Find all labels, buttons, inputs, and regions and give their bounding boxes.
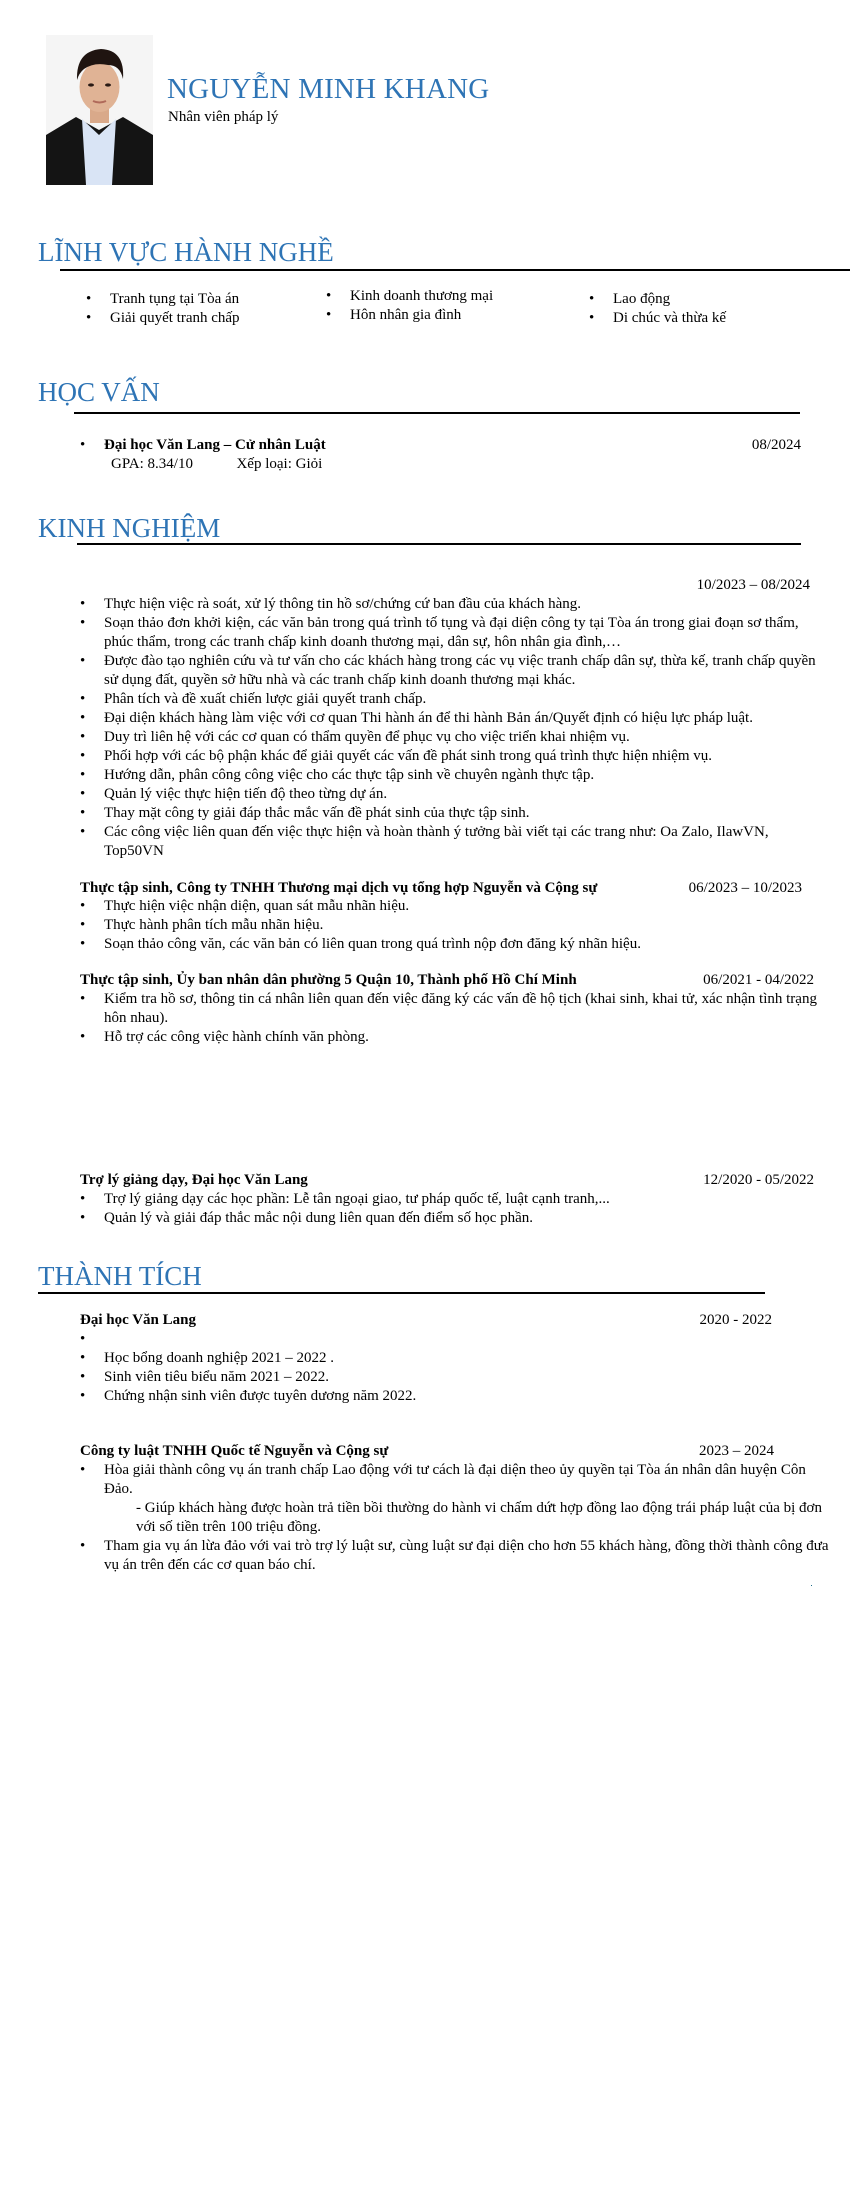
achievement-date: 2023 – 2024 [699,1443,774,1459]
practice-areas-column-1 [110,290,240,328]
job-responsibilities [104,595,829,861]
achievement-org: Công ty luật TNHH Quốc tế Nguyễn và Cộng sự [80,1443,389,1459]
person-photo-icon [46,35,153,185]
responsibility-item: • Soạn thảo công văn, các văn bản có liên quan trong quá trình nộp đơn đăng ký nhãn hiệu. [104,935,829,954]
responsibility-item: • Đại diện khách hàng làm việc với cơ quan Thi hành án để thi hành Bản án/Quyết định có hiệu lực pháp luật. [104,709,829,728]
section-heading-education: HỌC VẤN [38,377,160,407]
practice-area-item: • Giải quyết tranh chấp [110,309,240,328]
practice-area-item: • Di chúc và thừa kế [613,309,726,328]
responsibility-item: • Các công việc liên quan đến việc thực hiện và hoàn thành ý tưởng bài viết tại các trang như: Oa Zalo, IlawVN, Top50VN [104,823,829,861]
responsibility-item: • Phối hợp với các bộ phận khác để giải quyết các vấn đề phát sinh trong quá trình thực hiện nhiệm vụ. [104,747,829,766]
responsibility-item: • Trợ lý giảng dạy các học phần: Lễ tân ngoại giao, tư pháp quốc tế, luật cạnh tranh,... [104,1190,829,1209]
education-entry [104,436,801,474]
achievement-sub-note: - Giúp khách hàng được hoàn trả tiền bồi thường do hành vi chấm dứt hợp đồng lao động trái pháp luật của bị đơn với số tiền trên 100 triệu đồng. [136,1500,822,1535]
section-heading-practice-areas: LĨNH VỰC HÀNH NGHỀ [38,237,334,267]
job-title: Thực tập sinh, Công ty TNHH Thương mại dịch vụ tổng hợp Nguyễn và Cộng sự [80,880,598,896]
achievement-list [104,1330,829,1406]
section-heading-experience: KINH NGHIỆM [38,513,221,543]
job-header [80,1171,814,1190]
achievement-item: • Tham gia vụ án lừa đảo với vai trò trợ lý luật sư, cùng luật sư đại diện cho hơn 55 khách hàng, đồng thời thành công đưa vụ án trên đến các cơ quan báo chí. [104,1537,829,1575]
section-heading-achievements: THÀNH TÍCH [38,1261,202,1291]
job-responsibilities [104,897,829,954]
job-title: Thực tập sinh, Ủy ban nhân dân phường 5 Quận 10, Thành phố Hồ Chí Minh [80,972,577,988]
achievement-item [104,1330,829,1349]
section-divider [38,1292,765,1294]
achievement-group-header [80,1311,772,1330]
responsibility-item: • Duy trì liên hệ với các cơ quan có thẩm quyền để phục vụ cho việc triển khai nhiệm vụ. [104,728,829,747]
job-date: 06/2023 – 10/2023 [688,880,802,896]
section-divider [77,543,801,545]
section-divider [74,412,800,414]
responsibility-item: • Thực hiện việc nhận diện, quan sát mẫu nhãn hiệu. [104,897,829,916]
achievement-list [104,1461,829,1575]
job-date: 06/2021 - 04/2022 [703,972,814,988]
stray-mark [811,1585,812,1586]
education-gpa: GPA: 8.34/10 [111,456,193,472]
responsibility-item: • Hướng dẫn, phân công công việc cho các thực tập sinh về chuyên ngành thực tập. [104,766,829,785]
responsibility-item: • Hỗ trợ các công việc hành chính văn phòng. [104,1028,829,1047]
achievement-item: • Hòa giải thành công vụ án tranh chấp Lao động với tư cách là đại diện theo ủy quyền tại Tòa án nhân dân huyện Côn Đảo. [104,1461,829,1499]
education-school: • Đại học Văn Lang – Cử nhân Luật [104,437,326,453]
education-date: 08/2024 [751,437,801,453]
responsibility-item: • Kiểm tra hồ sơ, thông tin cá nhân liên quan đến việc đăng ký các vấn đề hộ tịch (khai sinh, khai tử, xác nhận tình trạng hôn nhau). [104,990,829,1028]
achievement-item: • Chứng nhận sinh viên được tuyên dương năm 2022. [104,1387,829,1406]
candidate-name: NGUYỄN MINH KHANG [167,73,490,105]
responsibility-item: • Soạn thảo đơn khởi kiện, các văn bản trong quá trình tố tụng và đại diện công ty tại Tòa án trong giai đoạn sơ thẩm, phúc thẩm, trong các tranh chấp kinh doanh thương mại, dân sự, hôn nhân gia đình,… [104,614,829,652]
responsibility-item: • Thay mặt công ty giải đáp thắc mắc vấn đề phát sinh của thực tập sinh. [104,804,829,823]
responsibility-item: • Quản lý việc thực hiện tiến độ theo từng dự án. [104,785,829,804]
achievement-sub-note-wrap [104,1499,829,1537]
practice-areas-column-3 [613,290,726,328]
responsibility-item: • Được đào tạo nghiên cứu và tư vấn cho các khách hàng trong các vụ việc tranh chấp dân sự, thừa kế, tranh chấp quyền sử dụng đất, quyền sở hữu nhà và các tranh chấp kinh doanh thương mại khác. [104,652,829,690]
section-divider [60,269,850,271]
job-title: Trợ lý giảng dạy, Đại học Văn Lang [80,1172,308,1188]
practice-area-item: • Hôn nhân gia đình [350,306,493,325]
achievement-item: • Sinh viên tiêu biểu năm 2021 – 2022. [104,1368,829,1387]
responsibility-item: • Thực hành phân tích mẫu nhãn hiệu. [104,916,829,935]
job-date: 12/2020 - 05/2022 [703,1172,814,1188]
achievement-item: • Học bổng doanh nghiệp 2021 – 2022 . [104,1349,829,1368]
responsibility-item: • Phân tích và đề xuất chiến lược giải quyết tranh chấp. [104,690,829,709]
practice-areas-column-2 [350,287,493,325]
practice-area-item: • Tranh tụng tại Tòa án [110,290,240,309]
job-date: 10/2023 – 08/2024 [696,577,810,593]
job-responsibilities [104,1190,829,1228]
achievement-group-header [80,1442,774,1461]
job-responsibilities [104,990,829,1047]
responsibility-item: • Quản lý và giải đáp thắc mắc nội dung liên quan đến điểm số học phần. [104,1209,829,1228]
profile-photo [46,35,153,185]
job-header [80,971,814,990]
achievement-org: Đại học Văn Lang [80,1312,197,1328]
responsibility-item: • Thực hiện việc rà soát, xử lý thông tin hồ sơ/chứng cứ ban đầu của khách hàng. [104,595,829,614]
education-rank: Xếp loại: Giỏi [236,456,323,472]
achievement-date: 2020 - 2022 [699,1312,772,1328]
job-title: Nhân viên pháp lý [168,109,279,125]
job-header [80,879,802,898]
practice-area-item: • Kinh doanh thương mại [350,287,493,306]
practice-area-item: • Lao động [613,290,726,309]
